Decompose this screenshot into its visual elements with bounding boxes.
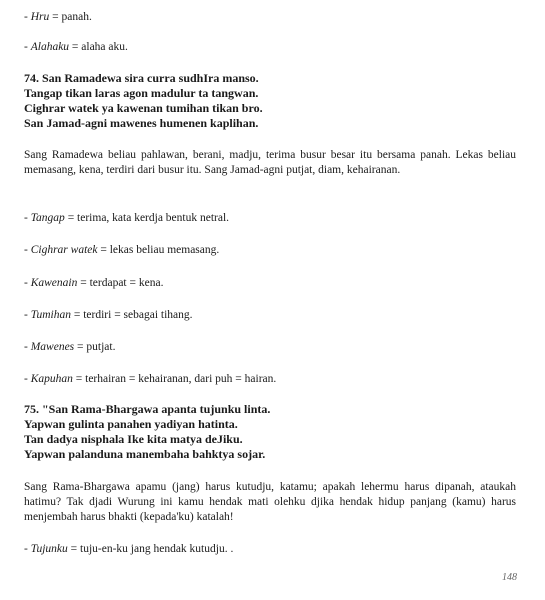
verse-line: Tan dadya nisphala Ike kita matya deJiku. — [24, 432, 243, 446]
gloss-line: - Tangap = terima, kata kerdja bentuk netral. — [24, 212, 230, 224]
gloss-line: - Alahaku = alaha aku. — [24, 41, 128, 53]
stanza-74-translation: Sang Ramadewa beliau pahlawan, berani, madju, terima busur besar itu bersama panah. Lekas beliau memasang, kena, terdiri dari busur itu. Sang Jamad-agni putjat, diam, kehairanan. — [24, 149, 516, 176]
page-number: 148 — [502, 572, 517, 583]
gloss-line: - Mawenes = putjat. — [24, 341, 116, 353]
gloss-line: - Kawenain = terdapat = kena. — [24, 277, 164, 289]
stanza-75-translation: Sang Rama-Bhargawa apamu (jang) harus kutudju, katamu; apakah lehermu harus dipanah, ataukah hatimu? Tak djadi Wurung ini kamu hendak mati olehku djika hendak hidup panjang (kamu) harus menjembah harus bhakti (kepada'ku) katalah! — [24, 481, 516, 523]
verse-line: San Jamad-agni mawenes humenen kaplihan. — [24, 116, 259, 130]
verse-line: Cighrar watek ya kawenan tumihan tikan bro. — [24, 101, 263, 115]
verse-line: Yapwan palanduna manembaha bahktya sojar. — [24, 447, 266, 461]
stanza-74-verse — [24, 71, 263, 131]
gloss-line: - Tujunku = tuju-en-ku jang hendak kutudju. . — [24, 543, 234, 555]
verse-line: 74. San Ramadewa sira curra sudhIra manso. — [24, 71, 259, 85]
gloss-line: - Tumihan = terdiri = sebagai tihang. — [24, 309, 193, 321]
gloss-line: - Hru = panah. — [24, 11, 92, 23]
gloss-line: - Kapuhan = terhairan = kehairanan, dari puh = hairan. — [24, 373, 277, 385]
verse-line: 75. "San Rama-Bhargawa apanta tujunku linta. — [24, 402, 271, 416]
gloss-line: - Cighrar watek = lekas beliau memasang. — [24, 244, 220, 256]
verse-line: Tangap tikan laras agon madulur ta tangwan. — [24, 86, 259, 100]
stanza-75-verse — [24, 402, 270, 462]
verse-line: Yapwan gulinta panahen yadiyan hatinta. — [24, 417, 238, 431]
